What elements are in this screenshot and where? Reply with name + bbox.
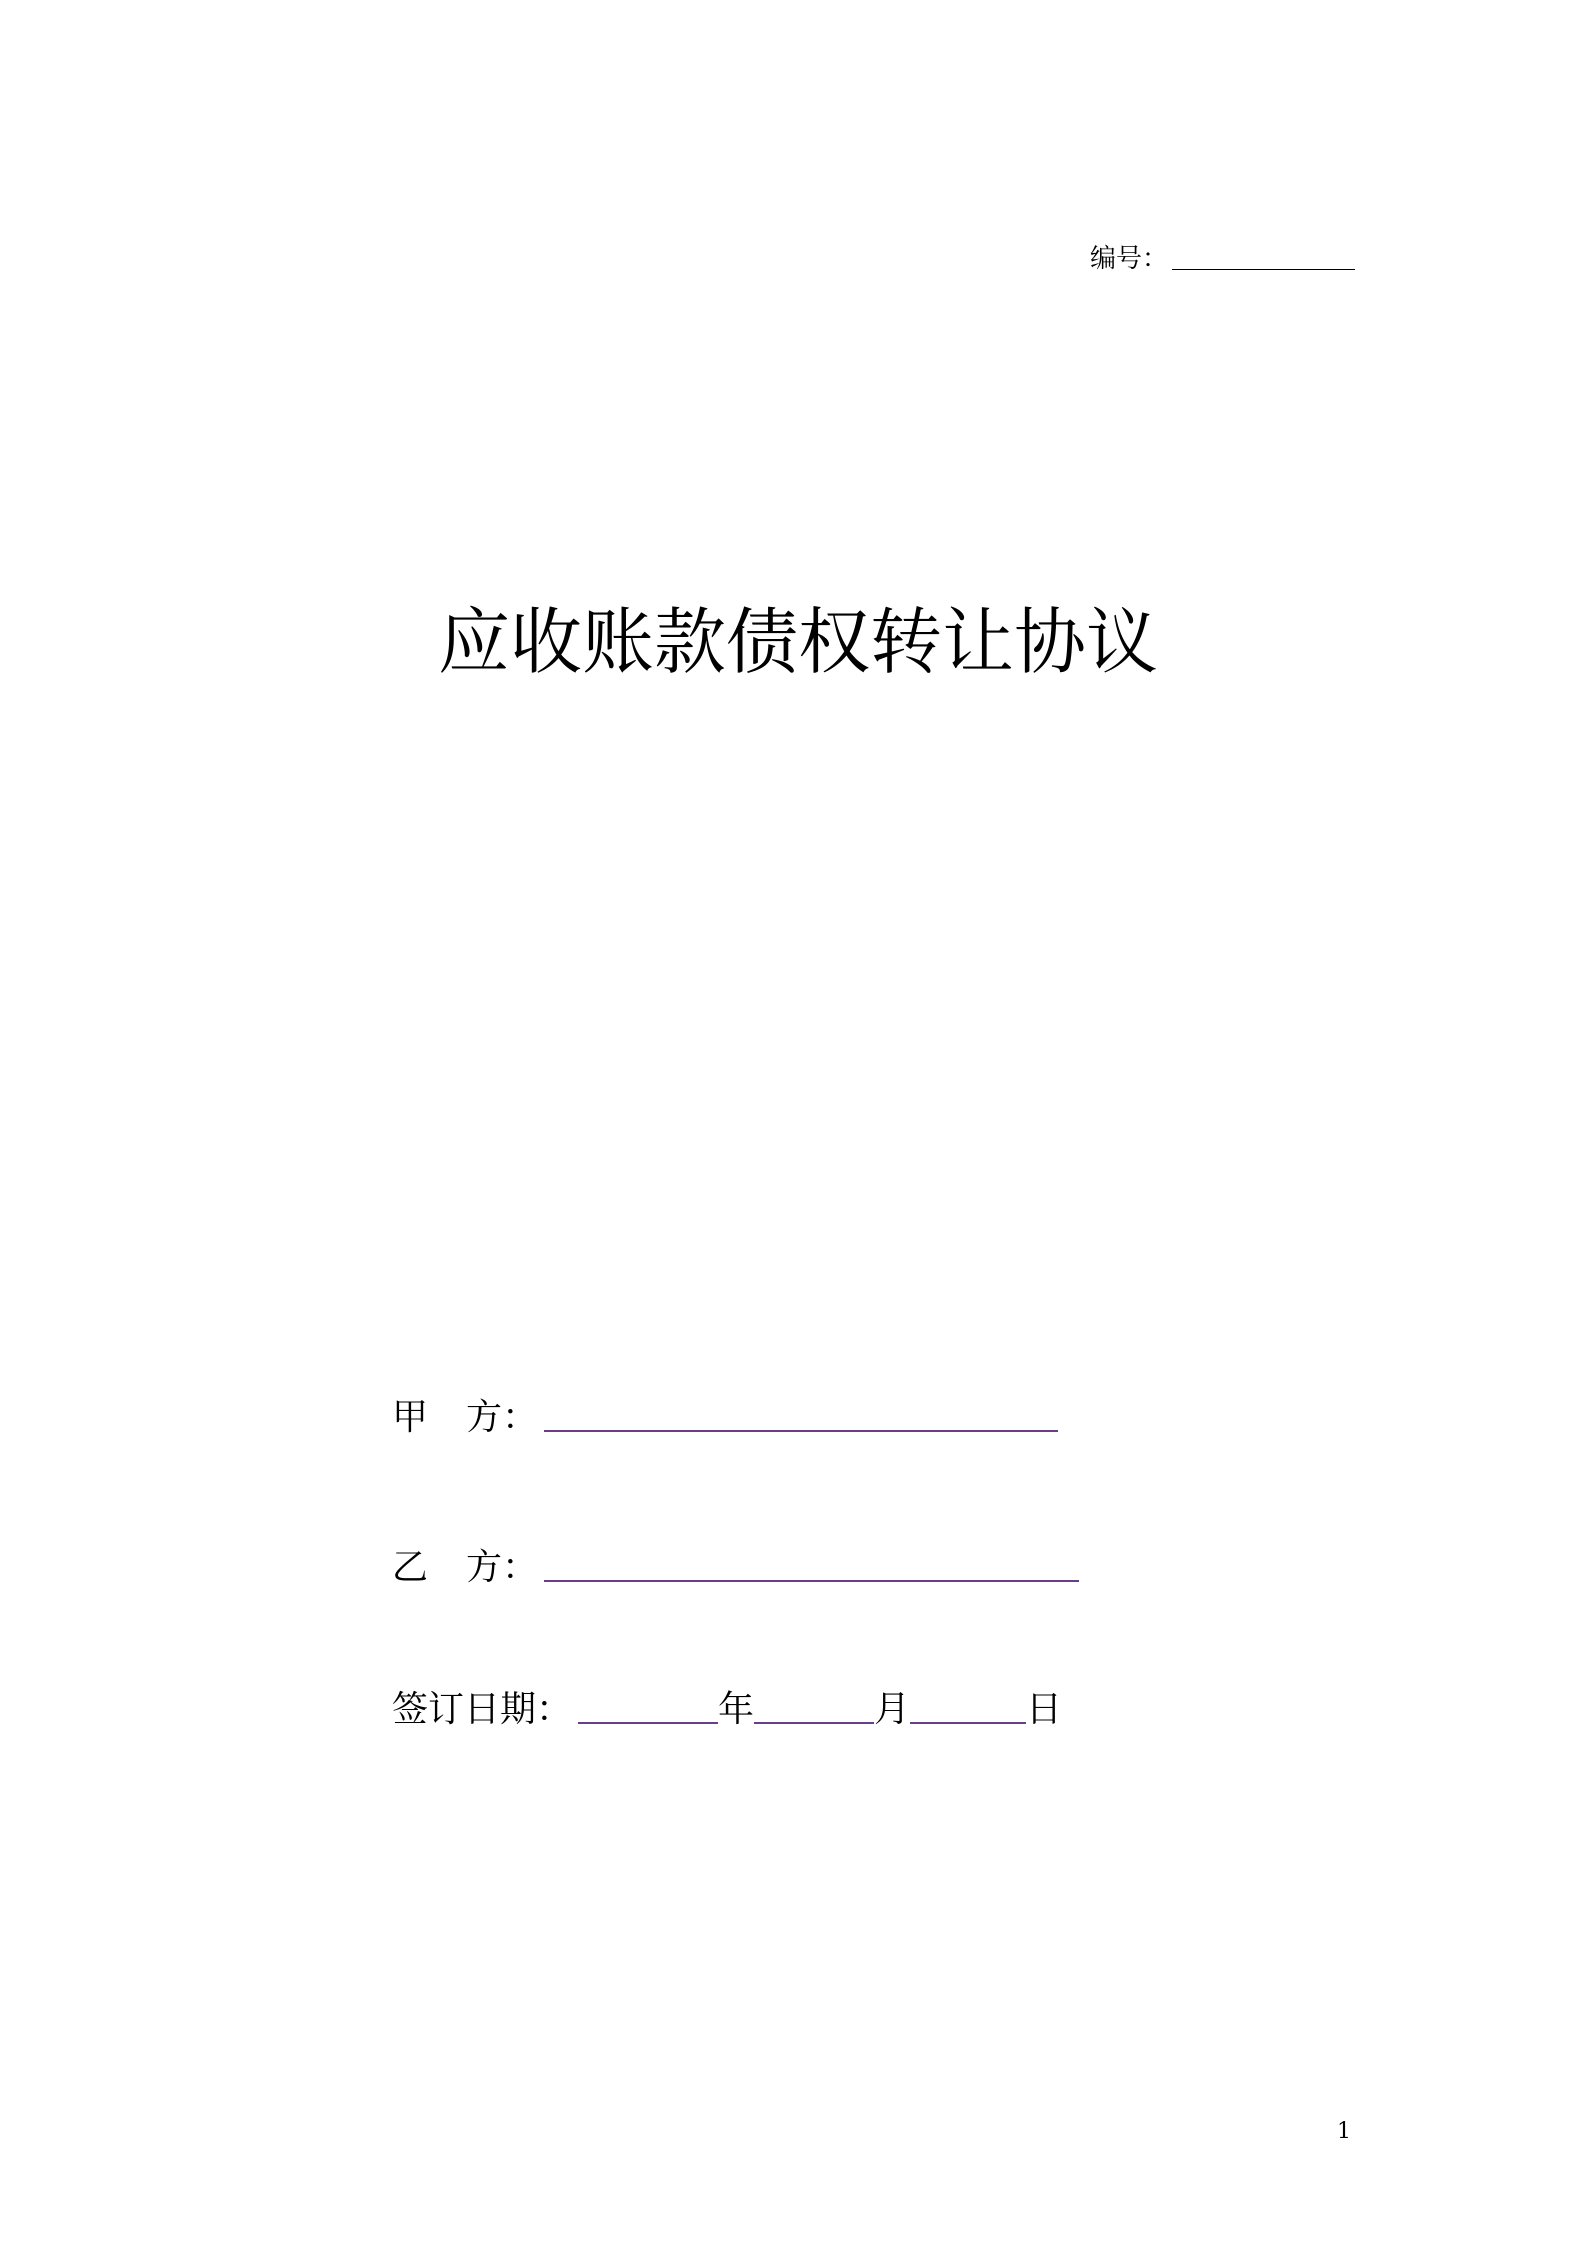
year-unit: 年 xyxy=(718,1689,755,1730)
month-blank[interactable] xyxy=(754,1722,874,1724)
party-a-field xyxy=(392,1392,1058,1436)
year-blank[interactable] xyxy=(578,1722,718,1724)
party-a-blank[interactable] xyxy=(544,1430,1058,1432)
day-blank[interactable] xyxy=(910,1722,1026,1724)
month-unit: 月 xyxy=(874,1689,911,1730)
party-b-blank[interactable] xyxy=(544,1580,1079,1582)
party-a-label-first: 甲 xyxy=(392,1397,429,1438)
serial-number-label: 编号： xyxy=(1090,244,1169,274)
party-b-label-second: 方： xyxy=(466,1547,539,1588)
party-b-label-first: 乙 xyxy=(392,1547,429,1588)
serial-number-blank[interactable] xyxy=(1172,269,1355,270)
party-a-label-second: 方： xyxy=(466,1397,539,1438)
document-title: 应收账款债权转让协议 xyxy=(437,600,1158,684)
page-number: 1 xyxy=(1337,2119,1351,2144)
signing-date-field xyxy=(392,1684,1062,1728)
signing-date-label: 签订日期： xyxy=(392,1689,573,1730)
day-unit: 日 xyxy=(1026,1689,1063,1730)
party-b-field xyxy=(392,1542,1079,1586)
serial-number-field xyxy=(1090,232,1355,272)
